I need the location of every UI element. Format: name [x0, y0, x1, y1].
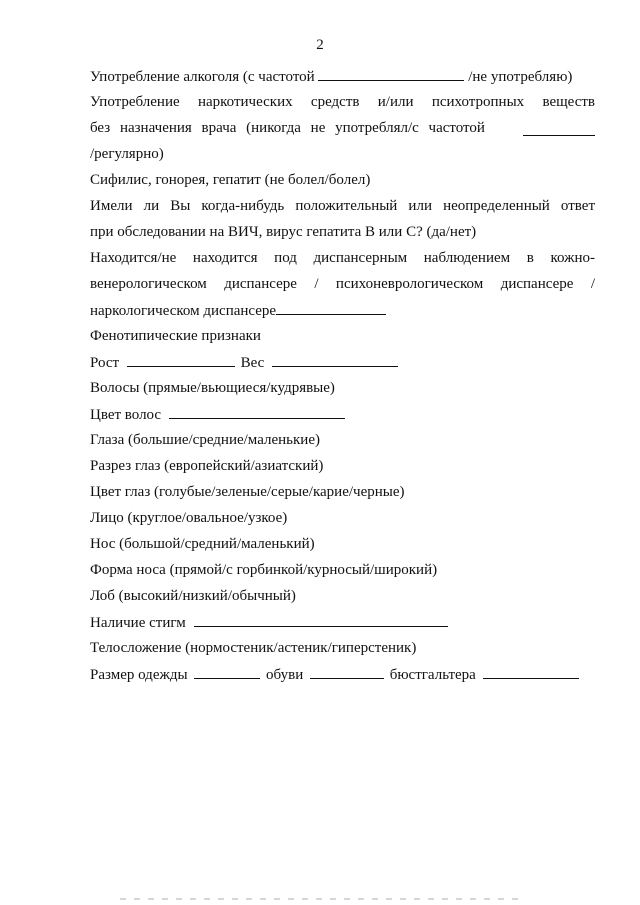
stigmata-label: Наличие стигм [90, 615, 186, 631]
shoe-size-label: обуви [266, 667, 304, 683]
eye-color-line: Цвет глаз (голубые/зеленые/серые/карие/черные) [90, 484, 405, 500]
nose-line: Нос (большой/средний/маленький) [90, 536, 315, 552]
dispensary-line-3 [90, 300, 595, 326]
dispensary-line-2: венерологическом диспансере / психоневрологическом диспансере / [90, 276, 595, 292]
scan-artifact [120, 898, 520, 900]
hair-color-line [90, 404, 595, 430]
dispensary-line-1: Находится/не находится под диспансерным наблюдением в кожно- [90, 250, 595, 266]
face-line: Лицо (круглое/овальное/узкое) [90, 510, 288, 526]
clothes-size-field[interactable] [194, 664, 260, 679]
stigmata-field[interactable] [194, 612, 448, 627]
drugs-line-1: Употребление наркотических средств и/или психотропных веществ [90, 94, 595, 110]
height-label: Рост [90, 355, 120, 371]
hair-line: Волосы (прямые/вьющиеся/кудрявые) [90, 380, 335, 396]
syphilis-line: Сифилис, гонорея, гепатит (не болел/болел) [90, 172, 371, 188]
eyes-line: Глаза (большие/средние/маленькие) [90, 432, 320, 448]
hiv-line-1: Имели ли Вы когда-нибудь положительный или неопределенный ответ [90, 198, 595, 214]
alcohol-label: Употребление алкоголя (с частотой [90, 69, 315, 85]
forehead-line: Лоб (высокий/низкий/обычный) [90, 588, 296, 604]
page-number: 2 [316, 37, 324, 53]
questionnaire-body [90, 66, 595, 690]
bra-size-label: бюстгальтера [389, 667, 476, 683]
shoe-size-field[interactable] [310, 664, 384, 679]
weight-field[interactable] [272, 352, 398, 367]
drugs-line-2 [90, 118, 595, 144]
weight-label: Вес [240, 355, 265, 371]
dispensary-field[interactable] [276, 300, 386, 315]
stigmata-line [90, 612, 595, 638]
build-line: Телосложение (нормостеник/астеник/гиперстеник) [90, 640, 417, 656]
eye-shape-line: Разрез глаз (европейский/азиатский) [90, 458, 324, 474]
nose-shape-line: Форма носа (прямой/с горбинкой/курносый/широкий) [90, 562, 438, 578]
alcohol-frequency-field[interactable] [318, 66, 464, 81]
hiv-line-2: при обследовании на ВИЧ, вирус гепатита В или С? (да/нет) [90, 224, 477, 240]
drugs-label-2: без назначения врача (никогда не употреблял/с частотой [90, 120, 485, 136]
drugs-frequency-field[interactable] [523, 121, 595, 136]
alcohol-line [90, 66, 595, 92]
dispensary-label-3: наркологическом диспансере [90, 303, 277, 319]
alcohol-none-option: /не употребляю) [468, 69, 573, 85]
height-weight-line [90, 352, 595, 378]
height-field[interactable] [127, 352, 235, 367]
bra-size-field[interactable] [483, 664, 579, 679]
hair-color-label: Цвет волос [90, 407, 162, 423]
clothes-size-label: Размер одежды [90, 667, 188, 683]
hair-color-field[interactable] [169, 404, 345, 419]
sizes-line [90, 664, 595, 690]
phenotype-heading: Фенотипические признаки [90, 328, 261, 344]
drugs-line-3: /регулярно) [90, 146, 164, 162]
